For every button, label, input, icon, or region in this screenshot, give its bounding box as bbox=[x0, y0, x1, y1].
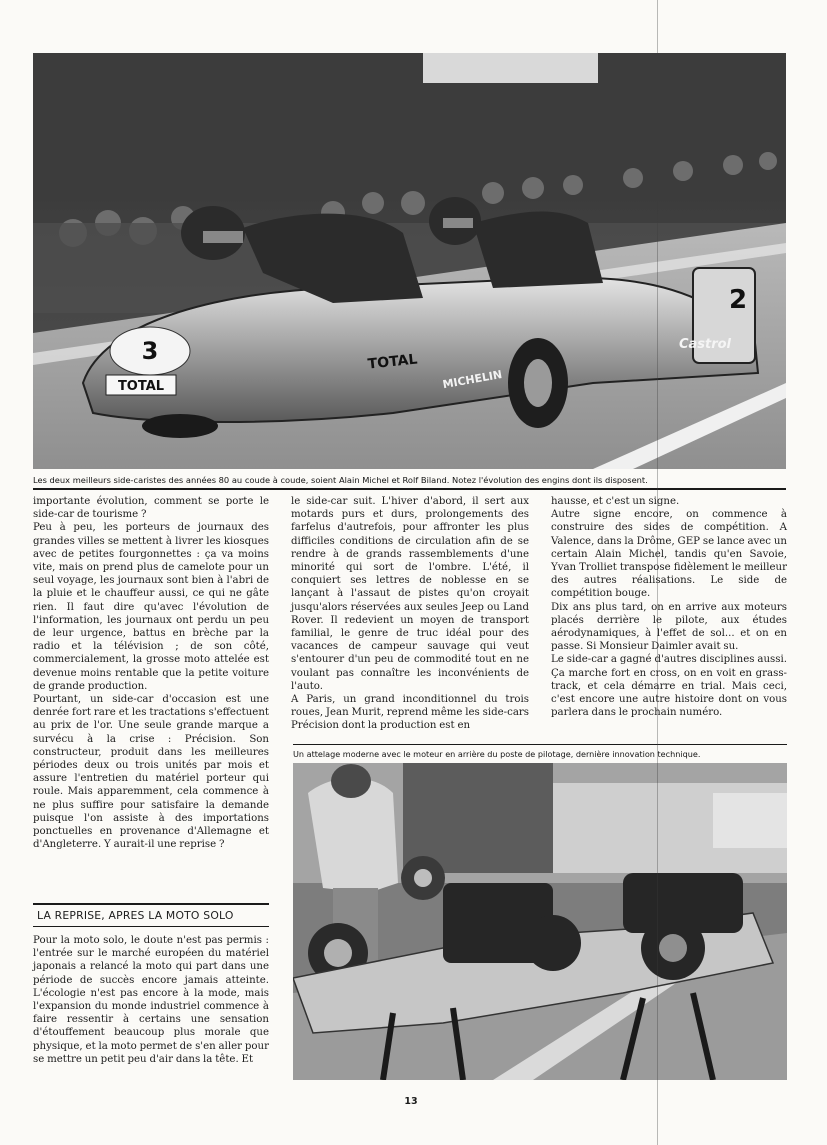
paragraph: Dix ans plus tard, on en arrive aux moteurs placés derrière le pilote, aux études aérodynamiques, à l'effet de sol... et on en passe. Si Monsieur Daimler avait su. bbox=[551, 601, 787, 653]
paragraph: Le side-car a gagné d'autres disciplines aussi. Ça marche fort en cross, on en voit en grass-track, et cela démarre en trial. Mais ceci, c'est encore une autre histoire dont on vous parlera dans le prochain numéro. bbox=[551, 654, 787, 719]
engine-sidecar-photo bbox=[293, 763, 787, 1080]
top-photo-caption: Les deux meilleurs side-caristes des années 80 au coude à coude, soient Alain Michel et Rolf Biland. Notez l'évolution des engins dont ils disposent. bbox=[33, 475, 648, 485]
race-sidecar-photo bbox=[33, 53, 786, 469]
michelin-logo: MICHELIN bbox=[441, 367, 504, 392]
engine-sidecar-illustration bbox=[293, 763, 787, 1080]
total-logo-2: TOTAL bbox=[367, 351, 419, 373]
paragraph: importante évolution, comment se porte le side-car de tourisme ? bbox=[33, 496, 269, 521]
paragraph: Pour la moto solo, le doute n'est pas permis : l'entrée sur le marché européen du matériel japonais a relancé la moto qui part dans une période de succès encore jamais atteinte. L'écologie n'est pas encore à la mode, mais l'expansion du monde industriel commence à faire ressentir à certains une sensation d'étouffement beaucoup plus morale que physique, et la moto permet de s'en aller pour se mettre un petit peu d'air dans la tête. Et bbox=[33, 935, 269, 1065]
paragraph: Autre signe encore, on commence à construire des sides de compétition. A Valence, dans la Drôme, GEP se lance avec un certain Alain Michel, tandis qu'en Savoie, Yvan Trolliet transpose fidèlement le meilleur des autres réalisations. Le side de compétition bouge. bbox=[551, 509, 787, 600]
page-number: 13 bbox=[404, 1096, 418, 1107]
paragraph: A Paris, un grand inconditionnel du trois roues, Jean Murit, reprend même les side-cars Précision dont la production est en bbox=[291, 694, 529, 732]
total-logo: TOTAL bbox=[117, 379, 165, 394]
paragraph: Peu à peu, les porteurs de journaux des grandes villes se mettent à livrer les kiosques avec de petites fourgonnettes : ça va moins vite, mais on prend plus de camelote pour un seul voyage, les journaux sont bien à l'abri de la pluie et le chauffeur aussi, ce qui ne gâte rien. Il faut dire qu'avec l'évolution de l'information, les journaux ont perdu un peu de leur urgence, battus en brèche par la radio et la télévision ; de son côté, commercialement, la grosse moto attelée est devenue moins rentable que la petite voiture de grande production. bbox=[33, 522, 269, 692]
paragraph: Pourtant, un side-car d'occasion est une denrée fort rare et les tractations s'effectuent au prix de l'or. Une seule grande marque a survécu à la crise : Précision. Son constructeur, produit dans les meilleures périodes deux ou trois unités par mois et assure l'entretien du matériel porteur qui roule. Mais apparemment, cela commence à ne plus suffire pour satisfaire la demande puisque l'on assiste à des importations ponctuelles en provenance d'Allemagne et d'Angleterre. Y aurait-il une reprise ? bbox=[33, 694, 269, 851]
paragraph: le side-car suit. L'hiver d'abord, il sert aux motards purs et durs, prolongements des farfelus d'autrefois, pour affronter les plus difficiles conditions de circulation afin de se rendre à de grands rassemblements d'une minorité qui sort de l'ombre. L'été, il conquiert ses lettres de noblesse en se lançant à l'assaut de pistes qu'on croyait jusqu'alors réservées aux seules Jeep ou Land Rover. Il redevient un moyen de transport familial, le genre de truc idéal pour des vacances de campeur sauvage qui veut s'entourer d'un peu de commodité tout en ne voulant pas connaître les inconvénients de l'auto. bbox=[291, 496, 529, 692]
sidecar-number-right: 2 bbox=[728, 285, 748, 315]
middle-photo-caption: Un attelage moderne avec le moteur en arrière du poste de pilotage, dernière innovation technique. bbox=[293, 749, 701, 759]
sidecar-number-left: 3 bbox=[141, 337, 159, 365]
castrol-logo: Castrol bbox=[678, 337, 732, 352]
article-column-3 bbox=[551, 495, 787, 719]
section-heading: LA REPRISE, APRES LA MOTO SOLO bbox=[33, 903, 269, 927]
page-fold-line bbox=[657, 0, 658, 1145]
article-column-1 bbox=[33, 495, 269, 851]
middle-caption-rule bbox=[293, 744, 787, 745]
paragraph: hausse, et c'est un signe. bbox=[551, 496, 680, 507]
caption-rule bbox=[33, 488, 786, 490]
article-column-1-continued bbox=[33, 934, 269, 1066]
race-sidecar-illustration bbox=[33, 53, 786, 469]
article-column-2 bbox=[291, 495, 529, 733]
